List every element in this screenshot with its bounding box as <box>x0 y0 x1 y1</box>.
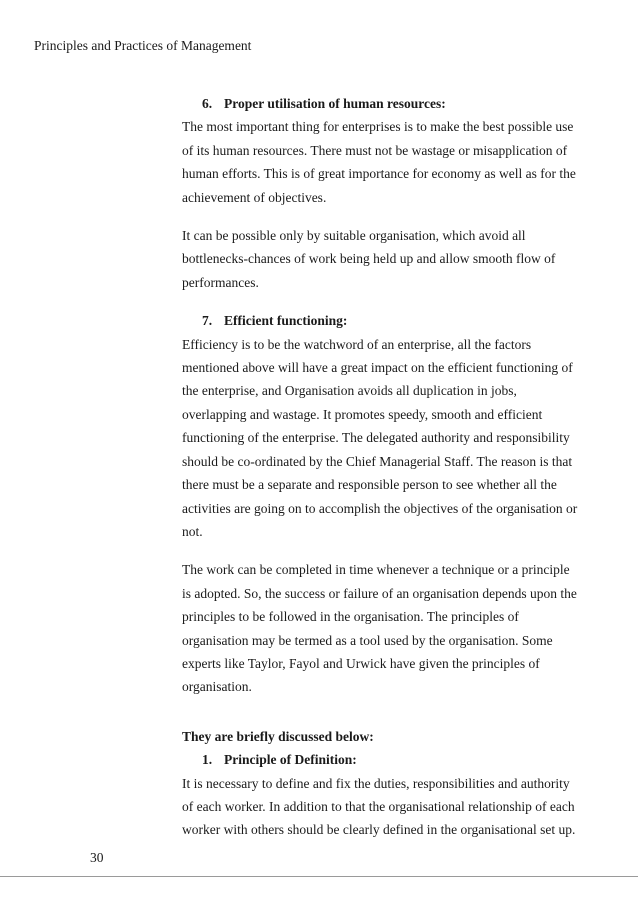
paragraph: The work can be completed in time whenever a technique or a principle is adopted. So, the success or failure of an organisation depends upon the principles to be followed in the organisation. The principles of organisation may be termed as a tool used by the organisation. Some experts like Taylor, Fayol and Urwick have given the principles of organisation. <box>182 562 577 695</box>
section-title: Proper utilisation of human resources: <box>224 96 446 111</box>
section-title: Principle of Definition: <box>224 752 357 768</box>
running-header: Principles and Practices of Management <box>34 38 252 53</box>
footer-divider <box>0 876 638 877</box>
principles-intro: They are briefly discussed below: <box>182 728 374 744</box>
section-number: 1. <box>202 752 213 768</box>
section-number: 7. <box>202 313 213 329</box>
paragraph: The most important thing for enterprises is to make the best possible use of its human resources. There must not be wastage or misapplication of human efforts. This is of great importance for economy as well as for the achievement of objectives. <box>182 119 576 205</box>
paragraph: Efficiency is to be the watchword of an enterprise, all the factors mentioned above will have a great impact on the efficient functioning of the enterprise, and Organisation avoids all duplication in jobs, overlapping and wastage. It promotes speedy, smooth and efficient functioning of the enterprise. The delegated authority and responsibility should be co-ordinated by the Chief Managerial Staff. The reason is that there must be a separate and responsible person to see whether all the activities are going on to accomplish the objectives of the organisation or not. <box>182 336 578 539</box>
paragraph: It can be possible only by suitable organisation, which avoid all bottlenecks-chances of work being held up and allow smooth flow of performances. <box>182 228 556 290</box>
section-heading-7 <box>182 309 582 332</box>
section-title: Efficient functioning: <box>224 313 348 329</box>
paragraph: It is necessary to define and fix the duties, responsibilities and authority of each worker. In addition to that the organisational relationship of each worker with others should be clearly defined in the organisational set up. <box>182 775 576 838</box>
principle-heading-1 <box>182 748 582 771</box>
section-number: 6. <box>202 96 213 111</box>
page-number: 30 <box>90 850 104 865</box>
section-heading-6 <box>182 92 582 115</box>
page-body <box>182 92 582 842</box>
